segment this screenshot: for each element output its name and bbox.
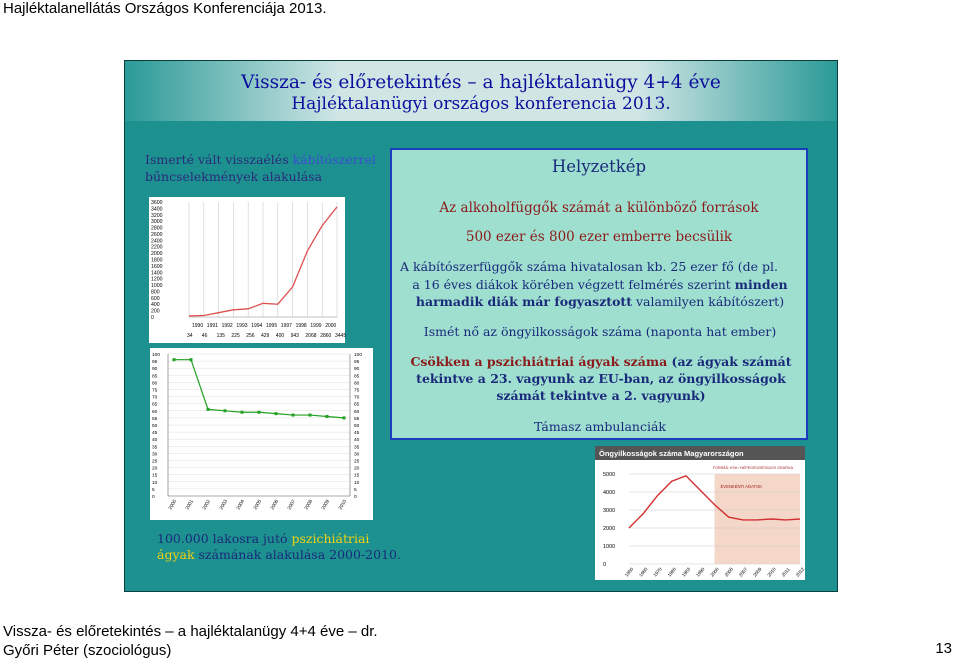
- psych-beds-rest: (az ágyak számát tekintve a 23. vagyunk az EU-ban, az öngyilkosságok számát tekintve a 2. vagyunk): [416, 354, 792, 403]
- x-tick-label: 2009: [321, 499, 332, 511]
- y-tick-label: 5000: [603, 472, 616, 478]
- y-tick-label-left: 25: [152, 459, 158, 465]
- alcohol-line: Az alkoholfüggők számát a különböző források: [439, 200, 759, 216]
- x-tick-label: 2011: [780, 566, 791, 578]
- y-tick-label-right: 85: [354, 374, 360, 380]
- x-tick-label: 2000: [709, 566, 720, 578]
- slide-subtitle: Hajléktalanügyi országos konferencia 2013.: [291, 94, 671, 114]
- y-tick-label-left: 0: [152, 495, 155, 500]
- suicide-line: Ismét nő az öngyilkosságok száma (naponta hat ember): [423, 324, 777, 339]
- x-tick-label: 2010: [338, 499, 349, 511]
- data-point: [173, 358, 176, 361]
- x-tick-label: 1991: [206, 323, 218, 329]
- x-tick-label: 1970: [652, 566, 663, 578]
- x-tick-label: 2003: [219, 499, 230, 511]
- y-tick-label-right: 65: [354, 402, 360, 408]
- y-tick-label-left: 70: [152, 395, 158, 401]
- x-tick-label: 1998: [295, 323, 307, 329]
- slide-title: Vissza- és előretekintés – a hajléktalanügy 4+4 éve: [241, 72, 721, 93]
- y-tick-label: 3600: [151, 200, 163, 206]
- x-tick-label: 2006: [270, 499, 281, 511]
- y-tick-label-right: 50: [354, 424, 360, 429]
- x-tick-label: 1983: [680, 566, 692, 578]
- y-tick-label-right: 75: [354, 388, 360, 394]
- y-tick-label: 2600: [151, 231, 163, 238]
- y-tick-label-left: 95: [152, 360, 158, 366]
- footer: [3, 622, 378, 660]
- survey-text-2: valamilyen kábítószert): [631, 294, 785, 309]
- x-tick-label: 2000: [325, 323, 337, 329]
- y-tick-label-left: 20: [152, 466, 158, 472]
- y-tick-label: 2400: [151, 238, 163, 245]
- value-label: 256: [246, 333, 255, 339]
- y-tick-label: 3000: [603, 508, 616, 514]
- psychiatric-beds-chart: [150, 348, 373, 520]
- footer-line-1: Vissza- és előretekintés – a hajléktalanügy 4+4 éve – dr.: [3, 623, 378, 640]
- psych-beds-caption: [157, 531, 417, 563]
- survey-text: a 16 éves diákok körében végzett felmérés szerint: [412, 277, 735, 292]
- y-tick-label-left: 60: [152, 409, 158, 415]
- y-tick-label: 3200: [151, 212, 163, 219]
- caption-text-2: bűncselekmények alakulása: [145, 169, 323, 184]
- x-tick-label: 2005: [253, 499, 264, 511]
- x-tick-label: 2001: [185, 499, 196, 511]
- value-label: 429: [261, 333, 270, 339]
- x-tick-label: 2004: [236, 499, 247, 511]
- slide: [124, 60, 838, 592]
- y-tick-label-right: 60: [354, 409, 360, 415]
- y-tick-label: 2000: [603, 526, 616, 532]
- psych-beds-red: Csökken a pszichiátriai ágyak száma: [410, 354, 668, 369]
- drug-crime-caption: [145, 151, 395, 185]
- y-tick-label-left: 90: [152, 367, 158, 373]
- caption-text: Ismerté vált visszaélés: [145, 152, 293, 167]
- data-point: [326, 415, 329, 418]
- x-tick-label: 2012: [794, 566, 806, 578]
- y-tick-label-left: 10: [152, 480, 158, 486]
- x-tick-label: 2000: [168, 499, 179, 511]
- y-tick-label-right: 45: [354, 431, 360, 437]
- drug-crime-chart: [149, 197, 345, 343]
- x-tick-label: 1995: [266, 323, 278, 329]
- value-label: 2068: [305, 333, 317, 339]
- y-tick-label: 0: [603, 562, 607, 568]
- y-tick-label-left: 5: [152, 487, 155, 493]
- beds-caption-text-2: számának alakulása 2000-2010.: [194, 547, 401, 562]
- y-tick-label-right: 15: [354, 473, 360, 479]
- y-tick-label: 1000: [603, 544, 616, 550]
- y-tick-label-left: 15: [152, 473, 158, 479]
- x-tick-label: 2008: [304, 499, 315, 511]
- value-label: 46: [201, 333, 208, 339]
- value-label: 2860: [320, 333, 332, 339]
- panel-title: Helyzetkép: [551, 157, 647, 176]
- x-tick-label: 2005: [723, 566, 735, 578]
- value-label: 943: [290, 333, 299, 339]
- x-tick-label: 1992: [221, 323, 233, 329]
- y-tick-label-right: 5: [354, 487, 357, 493]
- data-point: [224, 409, 227, 412]
- data-point: [292, 414, 295, 417]
- y-tick-label-left: 55: [152, 416, 158, 422]
- y-tick-label-left: 65: [152, 402, 158, 408]
- y-tick-label-left: 75: [152, 388, 158, 394]
- x-tick-label: 2009: [752, 566, 763, 578]
- x-tick-label: 1999: [310, 323, 322, 329]
- chart-annotation: ÉVENKÉNTI ADATOK: [720, 484, 762, 489]
- x-tick-label: 1994: [251, 323, 263, 329]
- y-tick-label-right: 70: [354, 395, 360, 401]
- y-tick-label: 2800: [151, 225, 163, 232]
- x-tick-label: 1960: [638, 566, 649, 578]
- beds-caption-hl2: ágyak: [157, 547, 195, 562]
- beds-caption-text: 100.000 lakosra jutó: [157, 531, 292, 546]
- data-point: [343, 416, 346, 419]
- slide-header: [125, 61, 837, 121]
- chart-title: Öngyilkosságok száma Magyarországon: [599, 449, 744, 458]
- x-tick-label: 2007: [287, 499, 298, 511]
- y-tick-label-right: 30: [354, 452, 360, 458]
- caption-highlight: kábítószerrel: [292, 152, 376, 167]
- y-tick-label-right: 25: [354, 459, 360, 465]
- y-tick-label-right: 20: [354, 466, 360, 472]
- y-tick-label: 2200: [151, 244, 163, 251]
- y-tick-label-right: 35: [354, 445, 360, 451]
- y-tick-label: 1200: [151, 276, 163, 283]
- value-label: 400: [275, 333, 285, 339]
- y-tick-label-right: 40: [354, 438, 360, 444]
- psych-beds-line: [406, 353, 796, 404]
- x-tick-label: 1990: [192, 323, 204, 329]
- chart-source: FORRÁS: KSH / NÉPEGÉSZSÉGÜGYI GRAFIKA: [713, 466, 794, 470]
- y-tick-label-left: 80: [152, 381, 158, 387]
- value-label: 3445: [335, 333, 347, 339]
- beds-caption-hl1: pszichiátriai: [291, 531, 370, 546]
- data-point: [241, 411, 244, 414]
- y-tick-label-right: 10: [354, 480, 360, 486]
- x-tick-label: 2010: [766, 566, 777, 578]
- y-tick-label-right: 0: [354, 495, 357, 500]
- y-tick-label-right: 90: [354, 367, 360, 373]
- survey-bold: minden harmadik diák már fogyasztott: [415, 277, 788, 309]
- alcohol-estimate-line: 500 ezer és 800 ezer emberre becsülik: [465, 229, 733, 245]
- y-tick-label-left: 50: [152, 424, 158, 429]
- x-tick-label: 1993: [236, 323, 248, 329]
- y-tick-label: 600: [151, 295, 160, 302]
- x-tick-label: 1990: [695, 566, 706, 578]
- data-point: [207, 408, 210, 411]
- y-tick-label-right: 80: [354, 381, 360, 387]
- value-label: 34: [187, 333, 193, 339]
- x-tick-label: 2007: [737, 566, 749, 578]
- y-tick-label: 3000: [151, 219, 163, 226]
- x-tick-label: 1950: [623, 566, 635, 578]
- data-point: [309, 414, 312, 417]
- x-tick-label: 2002: [202, 499, 213, 511]
- y-tick-label: 3400: [151, 206, 163, 213]
- y-tick-label-right: 95: [354, 360, 360, 366]
- y-tick-label: 2000: [151, 251, 163, 258]
- y-tick-label: 1400: [151, 270, 163, 277]
- page-number: 13: [935, 640, 952, 657]
- situation-panel: [390, 148, 808, 440]
- y-tick-label-left: 30: [152, 452, 158, 458]
- value-label: 225: [231, 333, 240, 339]
- suicides-chart: [595, 446, 805, 580]
- data-point: [258, 411, 261, 414]
- y-tick-label: 1600: [151, 263, 163, 270]
- presentation-title: Hajléktalanellátás Országos Konferenciája 2013.: [3, 0, 327, 17]
- student-survey-line: [400, 276, 800, 310]
- y-tick-label-left: 100: [152, 353, 161, 358]
- x-tick-label: 1997: [280, 323, 292, 329]
- y-tick-label-left: 85: [152, 374, 158, 380]
- ambulance-line: Támasz ambulanciák: [534, 419, 666, 434]
- y-tick-label-left: 35: [152, 445, 158, 451]
- y-tick-label: 0: [151, 315, 154, 321]
- y-tick-label-right: 100: [354, 353, 363, 358]
- data-point: [275, 412, 278, 415]
- y-tick-label: 200: [151, 308, 160, 315]
- footer-line-2: Győri Péter (szociológus): [3, 642, 172, 659]
- value-label: 135: [216, 333, 225, 339]
- data-point: [190, 358, 193, 361]
- y-tick-label-right: 55: [354, 416, 360, 422]
- y-tick-label: 400: [151, 302, 160, 309]
- y-tick-label: 4000: [603, 490, 616, 496]
- y-tick-label: 1800: [151, 257, 163, 264]
- drug-addicts-line: A kábítószerfüggők száma hivatalosan kb. 25 ezer fő (de pl.: [400, 259, 778, 274]
- y-tick-label: 1000: [151, 283, 163, 290]
- x-tick-label: 1980: [666, 566, 678, 578]
- y-tick-label: 800: [151, 289, 160, 296]
- y-tick-label-left: 45: [152, 431, 158, 437]
- y-tick-label-left: 40: [152, 438, 158, 444]
